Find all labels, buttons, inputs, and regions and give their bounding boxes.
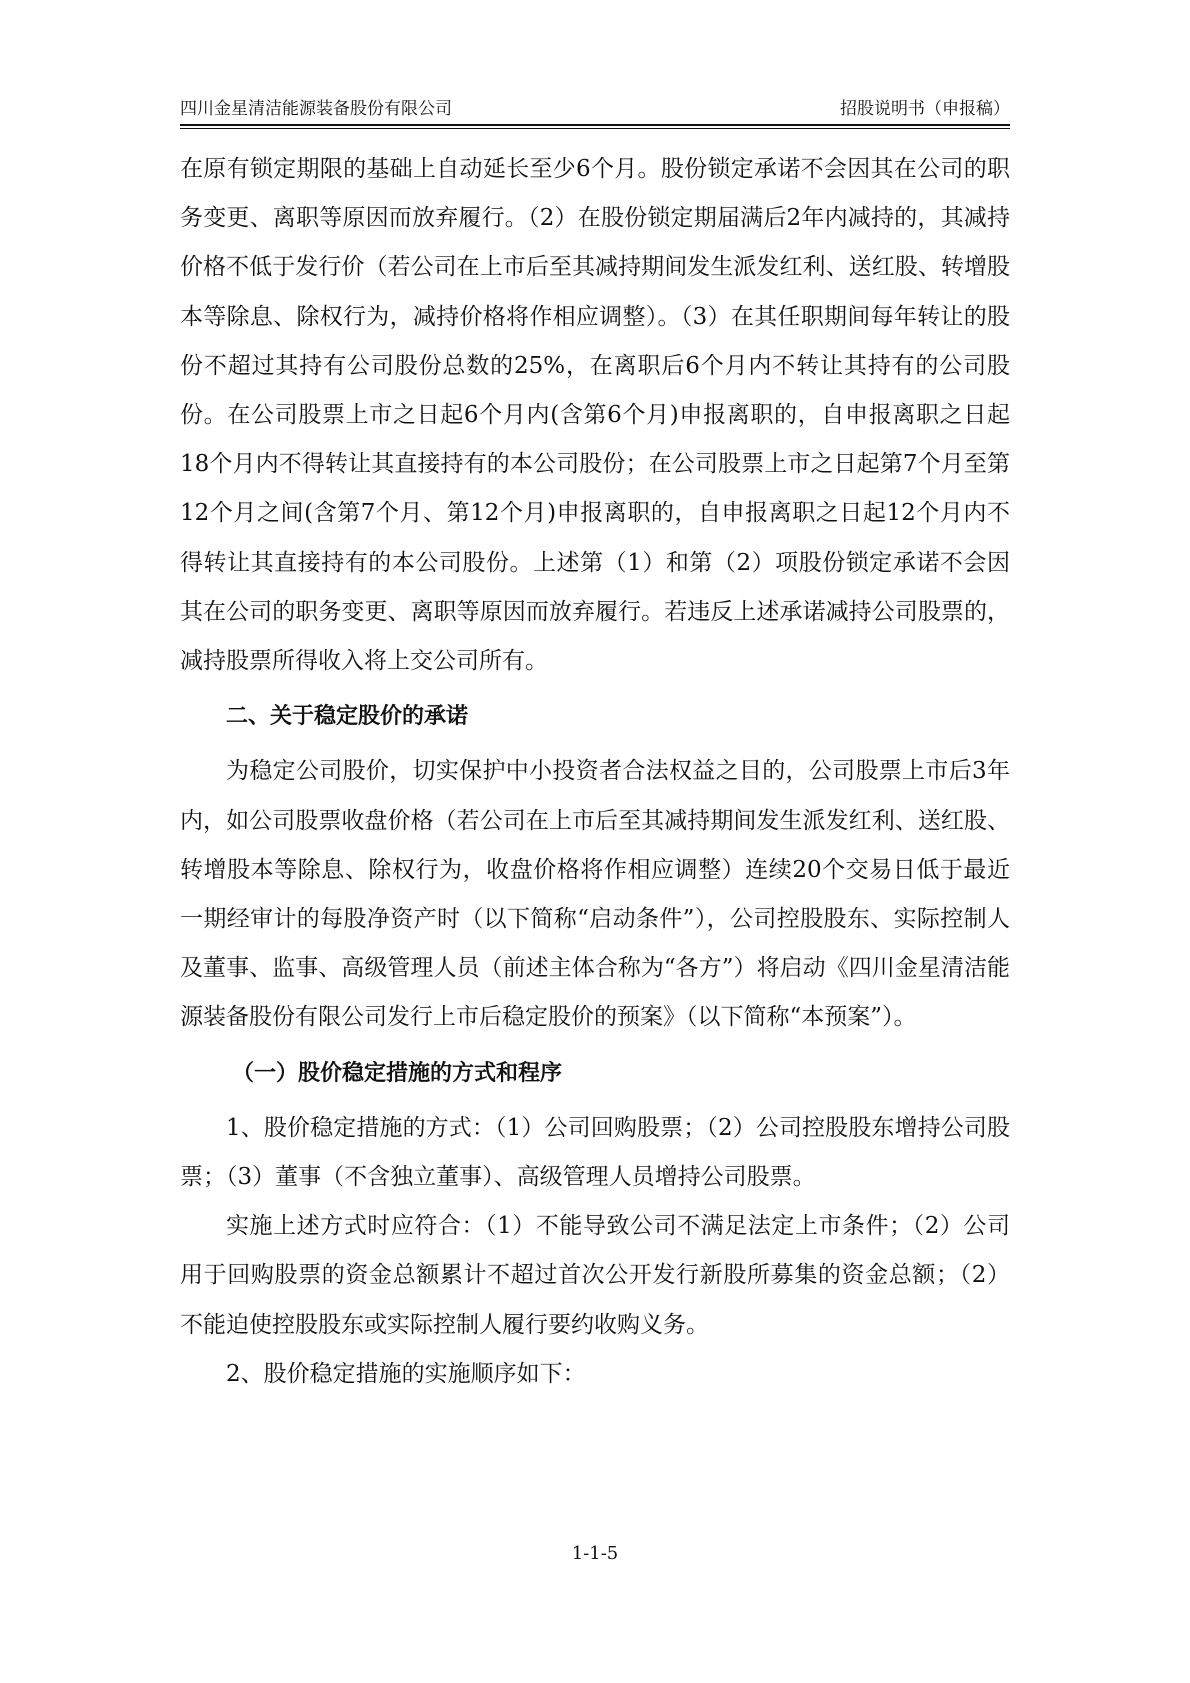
page-header: [180, 96, 1010, 122]
header-company-name: 四川金星清洁能源装备股份有限公司: [180, 99, 452, 119]
header-rule-thick: [180, 124, 1010, 126]
header-document-type: 招股说明书（申报稿）: [840, 99, 1010, 119]
paragraph-measures-conditions: 实施上述方式时应符合：（1）不能导致公司不满足法定上市条件；（2）公司用于回购股票的资金总额累计不超过首次公开发行新股所募集的资金总额；（2）不能迫使控股股东或实际控制人履行要约收购义务。: [180, 1213, 1010, 1338]
header-rule-thin: [180, 128, 1010, 129]
page-number: 1-1-5: [571, 1543, 619, 1564]
paragraph-measures-order: 2、股价稳定措施的实施顺序如下：: [226, 1360, 586, 1387]
paragraph-lockup-commitment: 在原有锁定期限的基础上自动延长至少6个月。股份锁定承诺不会因其在公司的职务变更、离职等原因而放弃履行。（2）在股份锁定期届满后2年内减持的，其减持价格不低于发行价（若公司在上市后至其减持期间发生派发红利、送红股、转增股本等除息、除权行为，减持价格将作相应调整）。（3）在其任职期间每年转让的股份不超过其持有公司股份总数的25%，在离职后6个月内不转让其持有的公司股份。在公司股票上市之日起6个月内(含第6个月)申报离职的，自申报离职之日起18个月内不得转让其直接持有的本公司股份；在公司股票上市之日起第7个月至第12个月之间(含第7个月、第12个月)申报离职的，自申报离职之日起12个月内不得转让其直接持有的本公司股份。上述第（1）和第（2）项股份锁定承诺不会因其在公司的职务变更、离职等原因而放弃履行。若违反上述承诺减持公司股票的，减持股票所得收入将上交公司所有。: [180, 156, 1010, 675]
section-heading-price-stabilization: 二、关于稳定股价的承诺: [226, 704, 469, 730]
paragraph-stabilization-intro: 为稳定公司股价，切实保护中小投资者合法权益之目的，公司股票上市后3年内，如公司股票收盘价格（若公司在上市后至其减持期间发生派发红利、送红股、转增股本等除息、除权行为，收盘价格将作相应调整）连续20个交易日低于最近一期经审计的每股净资产时（以下简称“启动条件”），公司控股股东、实际控制人及董事、监事、高级管理人员（前述主体合称为“各方”）将启动《四川金星清洁能源装备股份有限公司发行上市后稳定股价的预案》（以下简称“本预案”）。: [180, 758, 1010, 1031]
subsection-heading-measures: （一）股价稳定措施的方式和程序: [232, 1060, 563, 1086]
document-body: [180, 145, 1010, 1399]
paragraph-measures-methods: 1、股价稳定措施的方式：（1）公司回购股票；（2）公司控股股东增持公司股票；（3）董事（不含独立董事）、高级管理人员增持公司股票。: [180, 1114, 1010, 1191]
